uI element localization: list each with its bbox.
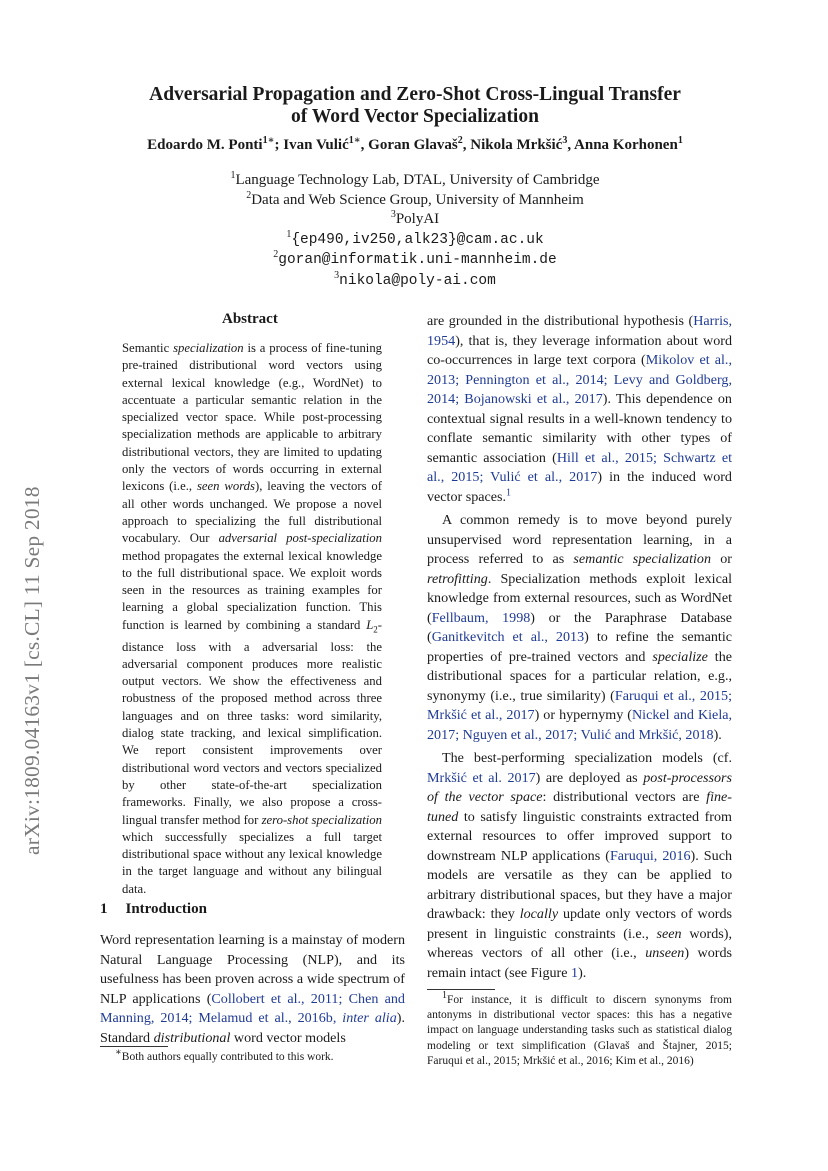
affiliation [100,171,730,191]
footnote-text: Both authors equally contributed to this work. [121,1051,334,1063]
author-name: Nikola Mrkšić [470,137,563,153]
right-column [427,312,732,983]
intro-paragraph-3: The best-performing specialization models (cf. Mrkšić et al. 2017) are deployed as post-processors of the vector space: distributional vectors are fine-tuned to satisfy linguistic constraints extracted from external resources to offer improved support to downstream NLP applications (Faruqui, 2016). Such models are versatile as they can be applied to arbitrary distributional spaces, but they have a major drawback: they locally update only vectors of words present in linguistic constraints (i.e., seen words), whereas vectors of all other (i.e., unseen) words remain intact (see Figure 1). [427,750,733,981]
footnote-text: For instance, it is difficult to discern synonyms from antonyms in distributional vector spaces: this has a negative impact on language understanding tasks such as statistical dialog modeling or text simplification (Glavaš and Štajner, 2015; Faruqui et al., 2015; Mrkšić et al., 2016; Kim et al., 2016) [427,994,732,1067]
affiliation-text: Language Technology Lab, DTAL, University of Cambridge [235,172,600,188]
footnote-mark: 1 [442,990,447,1002]
footnote-mark: ∗ [115,1047,122,1059]
affiliation [100,210,730,230]
affiliation-text: Data and Web Science Group, University of Mannheim [251,191,584,208]
citation-link[interactable]: Faruqui, 2016 [609,847,691,864]
author-sup: 1∗ [262,135,275,146]
affiliations [100,171,730,291]
author-sup: 1∗ [348,135,361,146]
citation-link[interactable]: Hill et al., 2015; Schwartz et al., 2015; Vulić et al., 2017 [427,449,732,485]
abstract-body: Semantic specialization is a process of fine-tuning pre-trained distributional word vectors using external lexical knowledge (e.g., WordNet) to accentuate a particular semantic relation in the specialized vector space. While post-processing specialization methods are applicable to arbitrary distributional vectors, they are limited to updating only the vectors of words occurring in external lexicons (i.e., seen words), leaving the vectors of all other words unchanged. We propose a novel approach to specializing the full distributional vocabulary. Our adversarial post-specialization method propagates the external lexical knowledge to the full distributional space. We exploit words seen in the resources as training examples for learning a global specialization function. This function is learned by combining a standard $L_2$-distance loss with a adversarial loss: the adversarial component produces more realistic output vectors. We show the effectiveness and robustness of the proposed method across three languages and on three tasks: word similarity, dialog state tracking, and lexical simplification. We report consistent improvements over distributional word vectors and vectors specialized by other state-of-the-art specialization frameworks. Finally, we also propose a cross-lingual transfer method for zero-shot specialization which successfully specializes a full target distributional space without any lexical knowledge in the target language and without any bilingual data. [122,341,383,896]
intro-paragraph-1: Word representation learning is a mainstay of modern Natural Language Processing (NLP), and its usefulness has been proven across a wide spectrum of NLP applications (Collobert et al., 2011; Chen and Manning, 2014; Melamud et al., 2016b, inter alia). Standard distributional word vector models [100,932,405,1046]
email-text: nikola@poly-ai.com [339,272,496,289]
email [100,250,730,271]
abstract-heading: Abstract [222,311,278,327]
author-name: Anna Korhonen [574,137,678,153]
affiliation-sup: 1 [230,170,236,181]
citation-link[interactable]: Fellbaum, 1998 [431,609,531,626]
author-sup: 3 [562,135,568,146]
title-line-2: of Word Vector Specialization [291,106,539,127]
citation-link[interactable]: Harris, 1954 [427,313,732,349]
citation-link[interactable]: Nickel and Kiela, 2017; Nguyen et al., 2017; Vulić and Mrkšić, 2018 [427,707,733,743]
author-name: Goran Glavaš [368,137,458,153]
email-sup: 3 [334,269,340,281]
email-text: {ep490,iv250,alk23}@cam.ac.uk [291,231,544,248]
citation-link[interactable]: Ganitkevitch et al., 2013 [431,629,585,645]
intro-paragraph-2: A common remedy is to move beyond purely unsupervised word representation learning, in a process referred to as semantic specialization or retrofitting. Specialization methods exploit lexical knowledge from external resources, such as WordNet (Fellbaum, 1998) or the Paraphrase Database (Ganitkevitch et al., 2013) to refine the semantic properties of pre-trained vectors and specialize the distributional spaces for a particular relation, e.g., synonymy (i.e., true similarity) (Faruqui et al., 2015; Mrkšić et al., 2017) or hypernymy (Nickel and Kiela, 2017; Nguyen et al., 2017; Vulić and Mrkšić, 2018). [427,512,733,743]
footnote-link[interactable]: 1 [506,486,512,498]
affiliation [100,191,730,211]
email-text: goran@informatik.uni-mannheim.de [278,252,557,268]
citation-link[interactable]: Faruqui et al., 2015; Mrkšić et al., 2017 [427,687,733,723]
figure-link[interactable]: 1 [571,964,579,981]
author-list: Edoardo M. Ponti$^{1∗}$; Ivan Vulić$^{1∗}$, Goran Glavaš$^2$, Nikola Mrkšić$^3$, Anna Korhonen$^1$ [147,135,683,153]
author-name: Edoardo M. Ponti [147,137,263,153]
citation-link[interactable]: Collobert et al., 2011; Chen and Manning, 2014; Melamud et al., 2016b, inter alia [100,990,405,1026]
paper-title [100,84,730,128]
author-sup: 1 [677,135,683,146]
email [100,271,730,292]
citation-link[interactable]: Mrkšić et al. 2017 [427,769,536,786]
email-sup: 1 [286,228,292,240]
footnote-rule [100,1046,168,1047]
footnote-rule [427,989,495,990]
footnote-synonyms [427,990,732,1069]
section-number: 1 [100,901,108,917]
arxiv-stamp [14,370,54,855]
section-title: Introduction [125,901,207,917]
citation-link[interactable]: Mikolov et al., 2013; Pennington et al., 2014; Levy and Goldberg, 2014; Bojanowski et al., 2017 [427,352,732,407]
email [100,230,730,251]
footnote-equal-contribution [100,1047,405,1065]
title-line-1: Adversarial Propagation and Zero-Shot Cross-Lingual Transfer [149,84,681,105]
affiliation-sup: 3 [390,209,396,220]
author-sup: 2 [457,135,463,146]
email-sup: 2 [273,249,279,260]
affiliation-text: PolyAI [395,211,440,227]
arxiv-id: arXiv:1809.04163v1 [cs.CL] 11 Sep 2018 [20,486,44,855]
section-heading [100,901,207,918]
affiliation-sup: 2 [246,189,252,201]
intro-paragraph-1-cont: are grounded in the distributional hypothesis (Harris, 1954), that is, they leverage information about word co-occurrences in large text corpora (Mikolov et al., 2013; Pennington et al., 2014; Levy and Goldberg, 2014; Bojanowski et al., 2017). This dependence on contextual signal results in a well-known tendency to conflate semantic similarity with other types of semantic association (Hill et al., 2015; Schwartz et al., 2015; Vulić et al., 2017) in the induced word vector spaces.$^1$ [427,313,732,505]
author-name: Ivan Vulić [283,137,349,153]
